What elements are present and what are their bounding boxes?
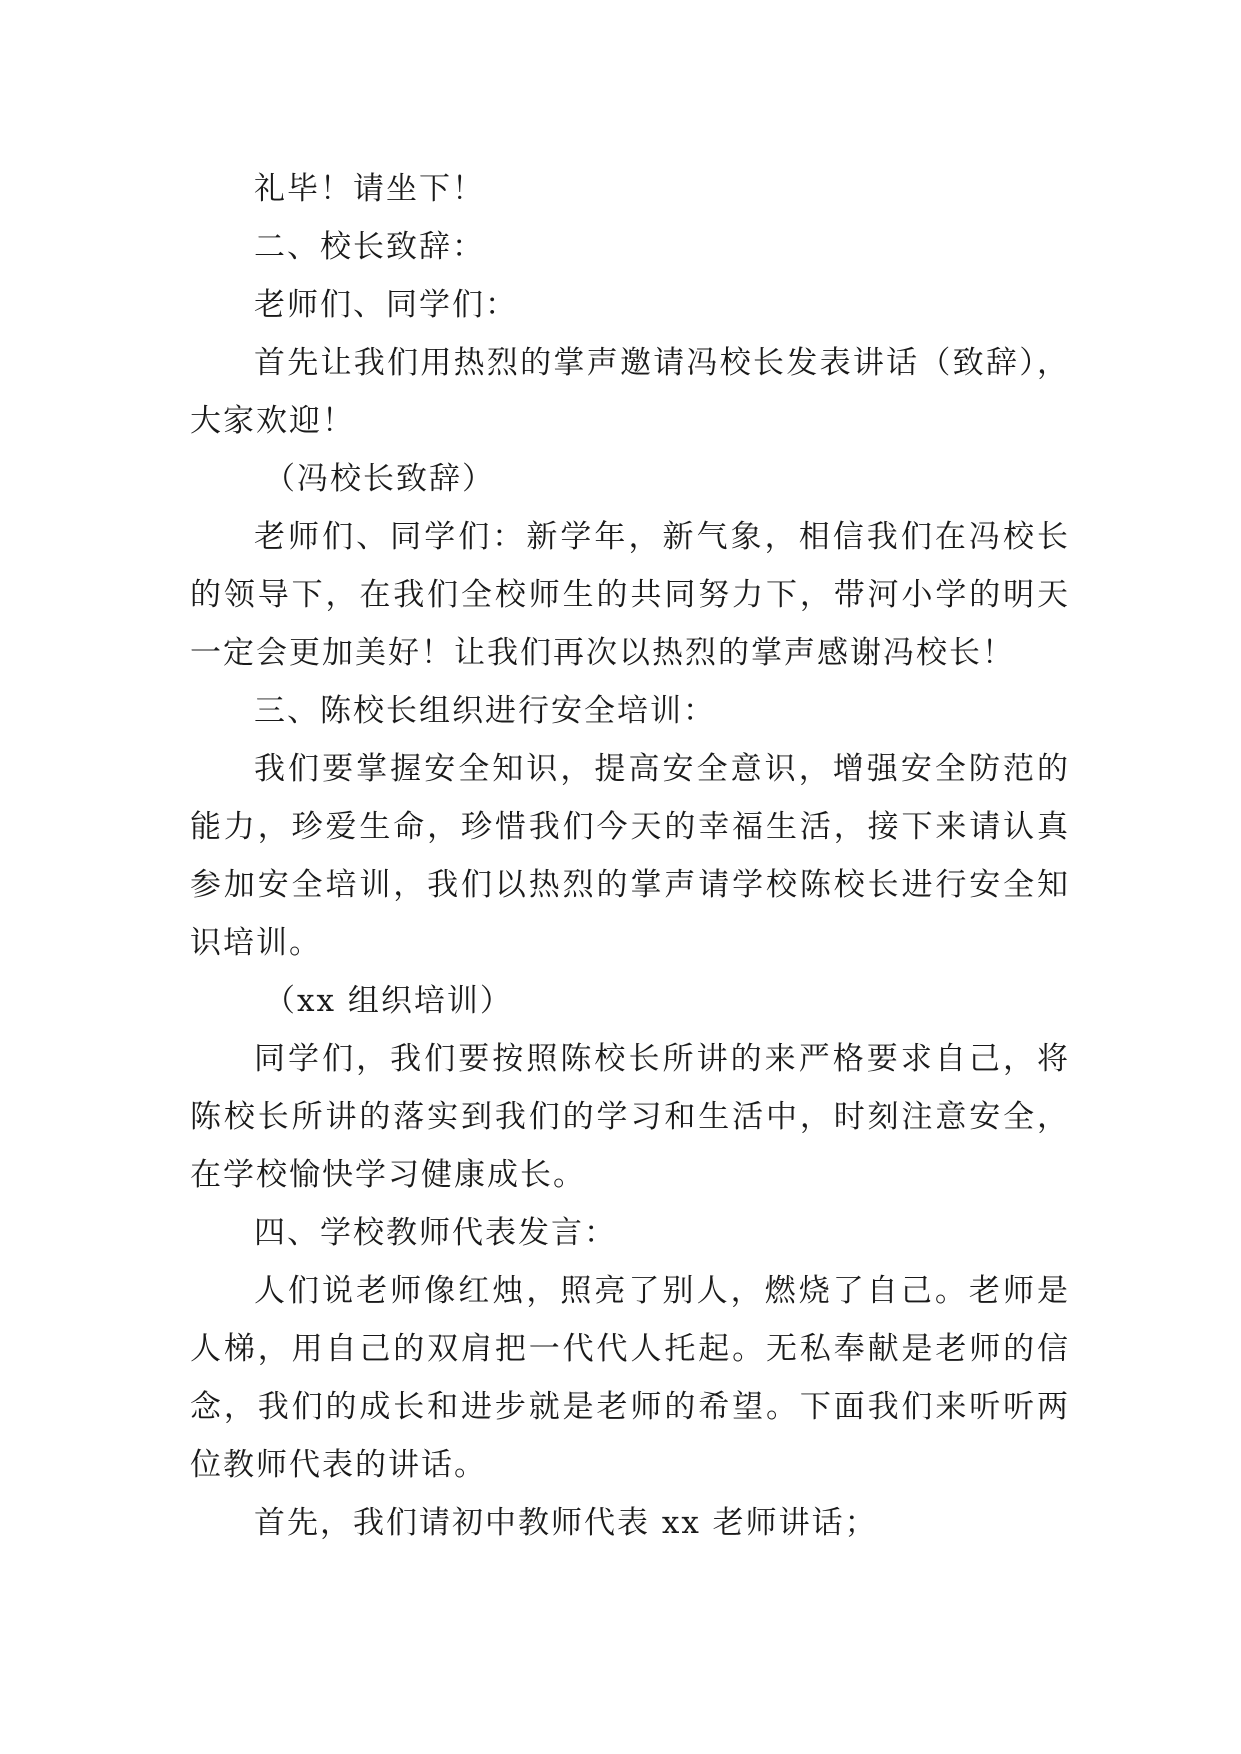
paragraph-thanks-principal: 老师们、同学们：新学年，新气象，相信我们在冯校长的领导下，在我们全校师生的共同努力下，带河小学的明天一定会更加美好！让我们再次以热烈的掌声感谢冯校长！ <box>190 519 1070 671</box>
paragraph-teacher-intro: 人们说老师像红烛，照亮了别人，燃烧了自己。老师是人梯，用自己的双肩把一代代人托起。无私奉献是老师的信念，我们的成长和进步就是老师的希望。下面我们来听听两位教师代表的讲话。 <box>190 1273 1070 1483</box>
heading-teacher-speech: 四、学校教师代表发言： <box>254 1215 617 1251</box>
document-body <box>190 160 1070 1552</box>
heading-safety-training: 三、陈校长组织进行安全培训： <box>254 693 716 729</box>
note-training: （xx 组织培训） <box>264 983 513 1019</box>
heading-principal-speech: 二、校长致辞： <box>254 229 485 265</box>
paragraph-safety-intro: 我们要掌握安全知识，提高安全意识，增强安全防范的能力，珍爱生命，珍惜我们今天的幸福生活，接下来请认真参加安全培训，我们以热烈的掌声请学校陈校长进行安全知识培训。 <box>190 751 1070 961</box>
paragraph-greeting: 老师们、同学们： <box>254 287 518 323</box>
paragraph-safety-followup: 同学们，我们要按照陈校长所讲的来严格要求自己，将陈校长所讲的落实到我们的学习和生活中，时刻注意安全，在学校愉快学习健康成长。 <box>190 1041 1070 1193</box>
paragraph-salute-end: 礼毕！请坐下！ <box>254 171 485 207</box>
paragraph-first-teacher: 首先，我们请初中教师代表 xx 老师讲话； <box>254 1505 878 1541</box>
note-principal-speech: （冯校长致辞） <box>264 461 495 497</box>
paragraph-invite-principal: 首先让我们用热烈的掌声邀请冯校长发表讲话（致辞），大家欢迎！ <box>190 345 1070 439</box>
